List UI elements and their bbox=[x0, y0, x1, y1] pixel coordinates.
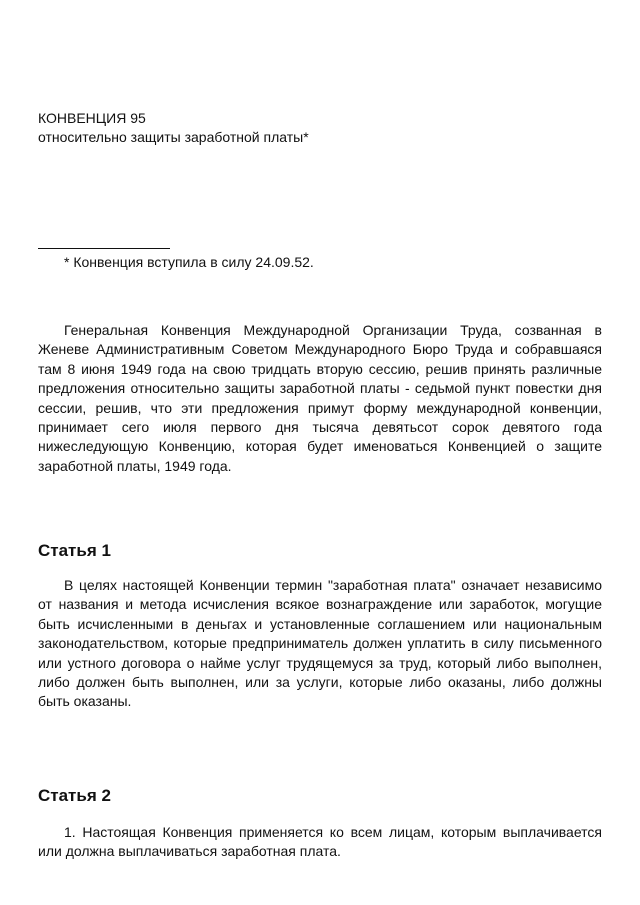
article-1-heading: Статья 1 bbox=[38, 541, 111, 560]
convention-subtitle: относительно защиты заработной платы* bbox=[38, 129, 309, 145]
article-2-paragraph: 1. Настоящая Конвенция применяется ко всем лицам, которым выплачивается или должна выплачиваться заработная плата. bbox=[38, 824, 602, 860]
document-title bbox=[38, 109, 602, 147]
article-1-paragraph: В целях настоящей Конвенции термин "заработная плата" означает независимо от названия и метода исчисления всякое вознаграждение или заработок, могущие быть исчисленными в деньгах и установленные соглашением или национальным законодательством, которые предприниматель должен уплатить в силу письменного или устного договора о найме услуг трудящемуся за труд, который либо выполнен, либо должен быть выполнен, или за услуги, которые либо оказаны, либо должны быть оказаны. bbox=[38, 577, 602, 710]
footnote: * Конвенция вступила в силу 24.09.52. bbox=[64, 254, 314, 270]
article-2-heading: Статья 2 bbox=[38, 786, 111, 805]
preamble-paragraph: Генеральная Конвенция Международной Организации Труда, созванная в Женеве Административным Советом Международного Бюро Труда и собравшаяся там 8 июня 1949 года на свою тридцать вторую сессию, решив принять различные предложения относительно защиты заработной платы - седьмой пункт повестки дня сессии, решив, что эти предложения примут форму международной конвенции, принимает сего июля первого дня тысяча девятьсот сорок девятого года нижеследующую Конвенцию, которая будет именоваться Конвенцией о защите заработной платы, 1949 года. bbox=[38, 322, 602, 474]
footnote-divider bbox=[38, 248, 170, 249]
convention-number: КОНВЕНЦИЯ 95 bbox=[38, 110, 146, 126]
